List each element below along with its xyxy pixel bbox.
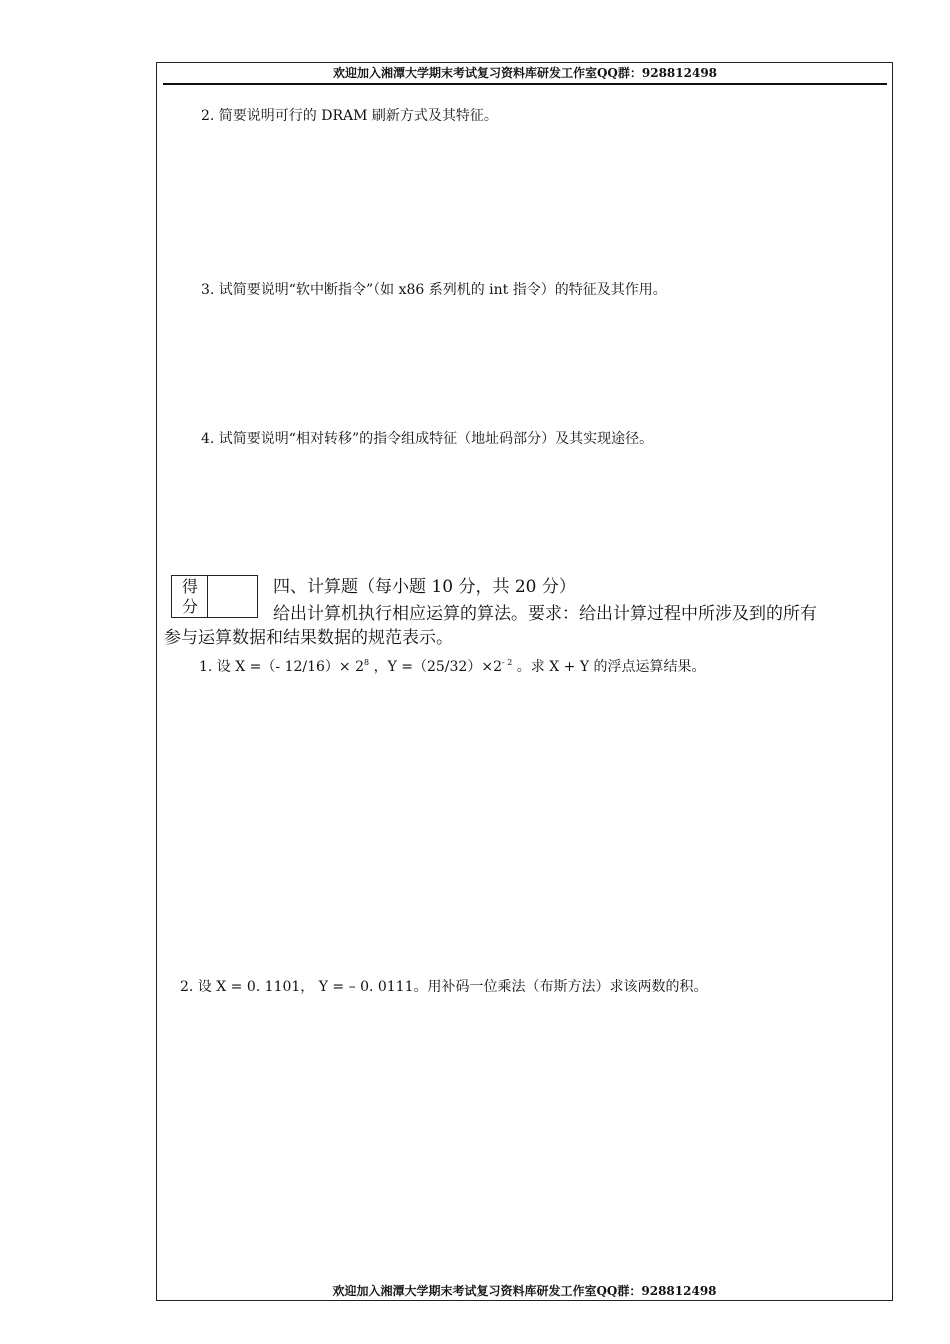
- score-label-bottom: 分: [181, 597, 198, 616]
- question-3-soft-interrupt: 3. 试简要说明“软中断指令”（如 x86 系列机的 int 指令）的特征及其作用。: [201, 282, 667, 298]
- page-footer: 欢迎加入湘潭大学期末考试复习资料库研发工作室QQ群：928812498: [332, 1284, 717, 1298]
- calc-q1-part-c: 。求 X + Y 的浮点运算结果。: [512, 659, 706, 675]
- score-box: [171, 575, 258, 618]
- score-label-top: 得: [181, 577, 198, 596]
- calc-q1-exponent-a: 8: [364, 658, 370, 667]
- score-box-divider: [207, 576, 208, 617]
- calc-q1-part-a: 1. 设 X =（- 12/16）× 2: [199, 659, 365, 675]
- calc-q1-part-b: ，Y =（25/32）×2: [369, 659, 502, 675]
- question-4-relative-jump: 4. 试简要说明“相对转移”的指令组成特征（地址码部分）及其实现途径。: [201, 431, 654, 447]
- calc-question-1: [199, 653, 706, 677]
- page-frame: [156, 62, 893, 1301]
- calc-q1-exponent-b: - 2: [501, 658, 513, 667]
- section-4-instruction-line-2: 参与运算数据和结果数据的规范表示。: [164, 628, 453, 648]
- section-4-instruction-line-1: 给出计算机执行相应运算的算法。要求：给出计算过程中所涉及到的所有: [273, 604, 817, 624]
- calc-question-2: 2. 设 X = 0. 1101， Y = – 0. 0111。用补码一位乘法（布斯方法）求该两数的积。: [180, 979, 708, 995]
- section-4-title: 四、计算题（每小题 10 分，共 20 分）: [273, 577, 576, 597]
- question-2-dram: 2. 简要说明可行的 DRAM 刷新方式及其特征。: [201, 108, 498, 124]
- page-header: 欢迎加入湘潭大学期末考试复习资料库研发工作室QQ群：928812498: [163, 64, 887, 85]
